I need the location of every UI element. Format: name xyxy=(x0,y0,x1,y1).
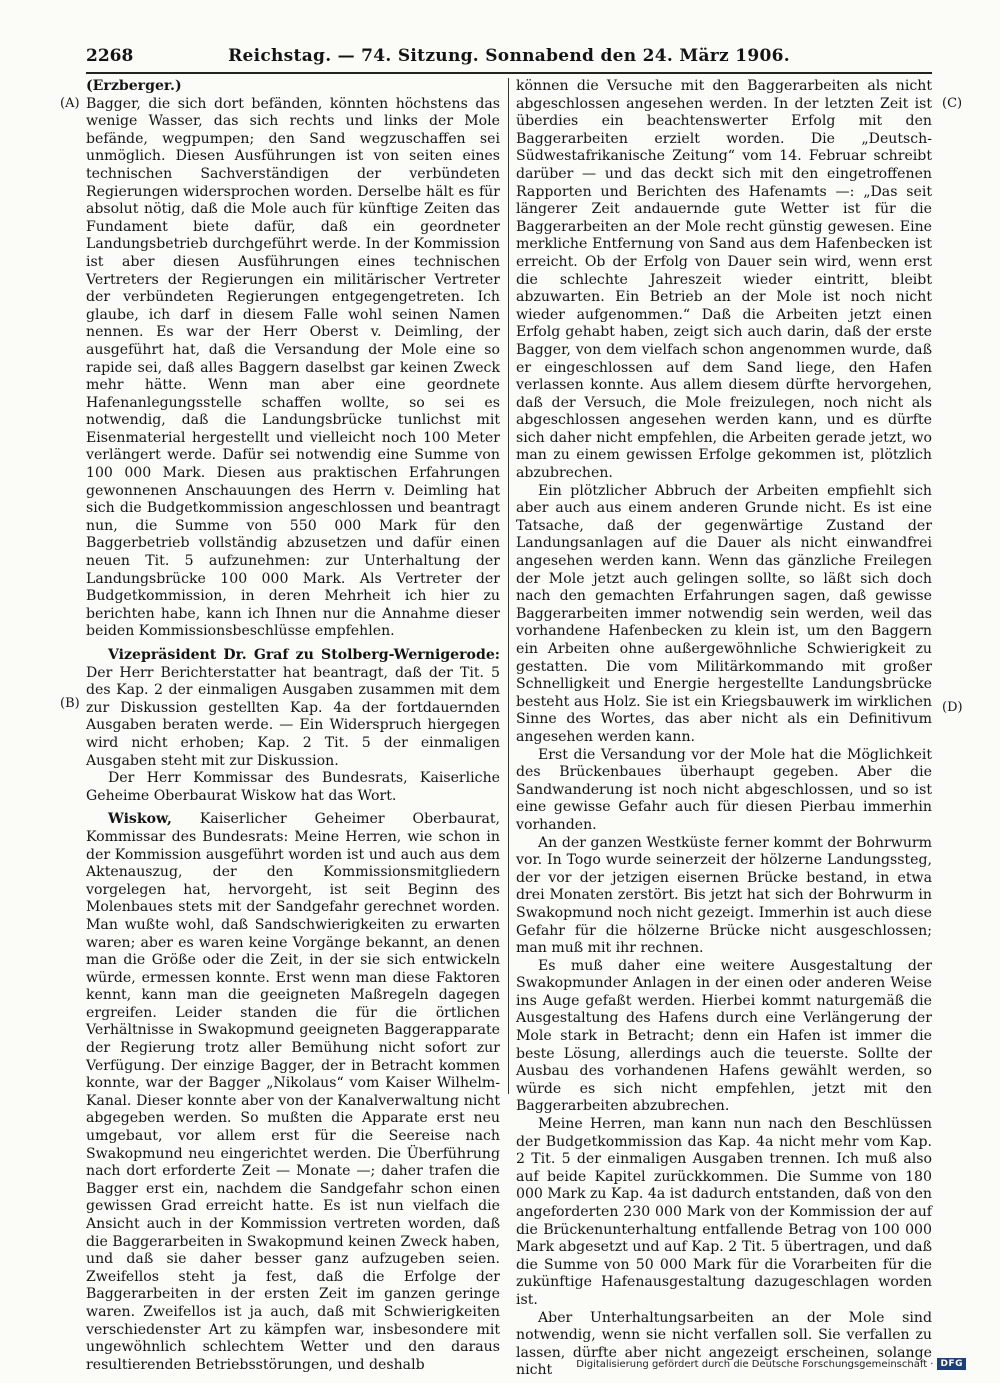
speaker-tag: (Erzberger.) xyxy=(86,78,182,94)
margin-mark-b: (B) xyxy=(60,696,80,711)
speaker-name: Wiskow, xyxy=(108,811,172,828)
paragraph: Es muß daher eine weitere Ausgestaltung der Swakopmunder Anlagen in der einen oder anderen Weise ins Auge gefaßt werden. Hierbei kommt naturgemäß die Ausgestaltung des Hafens durch eine Verlängerung der Mole stark in Betracht; denn ein Hafen ist immer die beste Lösung, allerdings auch die teuerste. Sollte der Ausbau des vorhandenen Hafens gewählt werden, so würde es sich nicht empfehlen, jetzt mit den Baggerarbeiten abzubrechen. xyxy=(516,957,932,1115)
running-title: Reichstag. — 74. Sitzung. Sonnabend den 24. März 1906. xyxy=(228,46,790,66)
dfg-logo: DFG xyxy=(937,1358,966,1370)
footer xyxy=(576,1358,966,1370)
page-header xyxy=(86,46,932,74)
paragraph: Der Herr Kommissar des Bundesrats, Kaiserliche Geheime Oberbaurat Wiskow hat das Wort. xyxy=(86,770,500,804)
paragraph: Ein plötzlicher Abbruch der Arbeiten empfiehlt sich aber auch aus einem anderen Grunde nicht. Es ist eine Tatsache, daß der gegenwärtige Zustand der Landungsanlagen auf die Dauer als nicht einwandfrei angesehen werden kann. Wenn das gänzliche Freilegen der Mole jetzt auch gelingen sollte, so läßt sich doch nach den gemachten Erfahrungen sagen, daß gewisse Baggerarbeiten immer notwendig sein werden, weil das vorhandene Hafenbecken zu klein ist, um den Baggern ein Arbeiten ohne außergewöhnliche Schwierigkeit zu gestatten. Die vom Militärkommando mit großer Schnelligkeit und Energie hergestellte Landungsbrücke besteht aus Holz. Sie ist ein Kriegsbauwerk im wirklichen Sinne des Wortes, das aber nicht als ein Definitivum angesehen werden kann. xyxy=(516,482,932,745)
page-number: 2268 xyxy=(86,46,134,66)
paragraph: Bagger, die sich dort befänden, könnten höchstens das wenige Wasser, das sich rechts und links der Mole befände, wegpumpen; den Sand wegzuschaffen sei unmöglich. Diesen Ausführungen ist von seiten eines technischen Sachverständigen der verbündeten Regierungen widersprochen worden. Derselbe hält es für absolut nötig, daß die Mole auch für künftige Zeiten das Fundament biete dafür, daß ein geordneter Landungsbetrieb durchgeführt werde. In der Kommission ist aber diesen Ausführungen eines technischen Vertreters der Regierungen ein militärischer Vertreter der verbündeten Regierungen entgegengetreten. Ich glaube, ich darf in diesem Falle wohl seinen Namen nennen. Es war der Herr Oberst v. Deimling, der ausgeführt hat, daß die Versandung der Mole eine so rapide sei, daß alles Baggern daselbst gar keinen Zweck mehr hätte. Wenn man aber eine geordnete Hafenanlegungsstelle schaffen wollte, so sei es notwendig, daß die Landungsbrücke tunlichst mit Eisenmaterial hergestellt und vielleicht noch 100 Meter verlängert werde. Dafür sei notwendig eine Summe von 100 000 Mark. Diesen aus praktischen Erfahrungen gewonnenen Anschauungen des Herrn v. Deimling hat sich die Budgetkommission angeschlossen und beantragt nun, die Summe von 550 000 Mark für den Baggerbetrieb vollständig abzusetzen und dafür einen neuen Tit. 5 aufzunehmen: zur Unterhaltung der Landungsbrücke 100 000 Mark. Als Vertreter der Budgetkommission, in deren Mehrheit ich hier zu berichten habe, kann ich Ihnen nur die Annahme dieser beiden Kommissionsbeschlüsse empfehlen. xyxy=(86,95,500,640)
paragraph: können die Versuche mit den Baggerarbeiten als nicht abgeschlossen angesehen werden. In der letzten Zeit ist überdies ein beachtenswerter Erfolg mit den Baggerarbeiten erzielt worden. Die „Deutsch-Südwestafrikanische Zeitung“ vom 14. Februar schreibt darüber — und das deckt sich mit den eingetroffenen Rapporten und Berichten des Hafenamts —: „Das seit längerer Zeit andauernde gute Wetter ist für die Baggerarbeiten an der Mole recht günstig gewesen. Eine merkliche Entfernung von Sand aus dem Hafenbecken ist erreicht. Ob der Erfolg von Dauer sein wird, wenn erst die schlechte Jahreszeit wieder eintritt, bleibt abzuwarten. Ein Betrieb an der Mole ist noch nicht wieder aufgenommen.“ Daß die Arbeiten jetzt einen Erfolg gehabt haben, zeigt sich auch darin, daß der erste Bagger, von dem vielfach schon angenommen wurde, daß er eingeschlossen auf dem Sand liege, den Hafen verlassen konnte. Aus allem diesem dürfte hervorgehen, daß der Versuch, die Mole freizulegen, noch nicht als abgeschlossen angesehen werden kann, und es dürfte sich daher nicht empfehlen, die Arbeiten gerade jetzt, wo man zu einem gewissen Erfolge gekommen ist, plötzlich abzubrechen. xyxy=(516,78,932,482)
margin-mark-d: (D) xyxy=(942,700,963,715)
paragraph-text: Kaiserlicher Geheimer Oberbaurat, Kommissar des Bundesrats: Meine Herren, wie schon in der Kommission ausgeführt worden ist und auch aus dem Aktenauszug, der den Kommissionsmitgliedern vorgelegen hat, hervorgeht, ist seit Beginn des Molenbaues stets mit der Sandgefahr gerechnet worden. Man wußte wohl, daß Sandschwierigkeiten zu erwarten waren; aber es waren keine Vorgänge bekannt, an denen man die Größe oder die Zeit, in der sie sich entwickeln würde, ermessen konnte. Erst wenn man diese Faktoren kennt, kann man die geeigneten Maßregeln dagegen ergreifen. Leider standen die für die örtlichen Verhältnisse in Swakopmund geeigneten Baggerapparate der Regierung trotz aller Bemühung nicht sofort zur Verfügung. Der einzige Bagger, der in Betracht kommen konnte, war der Bagger „Nikolaus“ vom Kaiser Wilhelm-Kanal. Dieser konnte aber von der Kanalverwaltung nicht abgegeben werden. So mußten die Apparate erst neu umgebaut, vor allem erst für die Seereise nach Swakopmund neu eingerichtet werden. Die Überführung nach dort erforderte Zeit — Monate —; daher trafen die Bagger erst ein, nachdem die Sandgefahr schon einen gewissen Grad erreicht hatte. Es ist nun vielfach die Ansicht auch in der Kommission vertreten worden, daß die Baggerarbeiten in Swakopmund keinen Zweck haben, und daß sie daher besser ganz aufzugeben seien. Zweifellos steht ja fest, daß die Erfolge der Baggerarbeiten in der ersten Zeit im ganzen geringe waren. Zweifellos ist ja auch, daß mit Schwierigkeiten verschiedenster Art zu kämpfen war, insbesondere mit ungewöhnlich schlechtem Wetter und den daraus resultierenden Betriebsstörungen, und deshalb xyxy=(86,811,500,1373)
paragraph xyxy=(86,647,500,770)
margin-mark-a: (A) xyxy=(60,96,80,111)
right-column xyxy=(516,78,932,1380)
speaker-name: Vizepräsident Dr. Graf zu Stolberg-Wernigerode: xyxy=(108,647,500,663)
left-column xyxy=(86,78,500,1374)
paragraph-text: Der Herr Berichterstatter hat beantragt, daß der Tit. 5 des Kap. 2 der einmaligen Ausgaben zusammen mit dem zur Diskussion gestellten Kap. 4a der fortdauernden Ausgaben beraten werde. — Ein Widerspruch hiergegen wird nicht erhoben; Kap. 2 Tit. 5 der einmaligen Ausgaben steht mit zur Diskussion. xyxy=(86,664,500,769)
column-divider xyxy=(508,78,509,1094)
paragraph: Meine Herren, man kann nun nach den Beschlüssen der Budgetkommission das Kap. 4a nicht mehr vom Kap. 2 Tit. 5 der einmaligen Ausgaben trennen. Ich muß also auf beide Kapitel zurückkommen. Die Summe von 180 000 Mark zu Kap. 4a ist dadurch entstanden, daß von den angeforderten 230 000 Mark von der Kommission der auf die Brückenunterhaltung entfallende Betrag von 100 000 Mark abgesetzt und auf Kap. 2 Tit. 5 übertragen, und daß die Summe von 50 000 Mark für die Vorarbeiten für die zukünftige Hafenausgestaltung dazugeschlagen worden ist. xyxy=(516,1116,932,1308)
margin-mark-c: (C) xyxy=(942,96,963,111)
paragraph: An der ganzen Westküste ferner kommt der Bohrwurm vor. In Togo wurde seinerzeit der hölzerne Landungssteg, der vor der jetzigen eisernen Brücke bestand, in etwa drei Monaten zerstört. Bis jetzt hat sich der Bohrwurm in Swakopmund noch nicht gezeigt. Immerhin ist auch diese Gefahr für die hölzerne Brücke nicht ausgeschlossen; man muß mit ihr rechnen. xyxy=(516,834,932,957)
paragraph xyxy=(86,811,500,1374)
paragraph: Erst die Versandung vor der Mole hat die Möglichkeit des Brückenbaues überhaupt gegeben. Aber die Sandwanderung ist noch nicht abgeschlossen, und so ist eine gewisse Gefahr auch für diesen Pierbau immerhin vorhanden. xyxy=(516,746,932,833)
paragraph: Aber Unterhaltungsarbeiten an der Mole sind notwendig, wenn sie nicht verfallen soll. Sie verfallen zu lassen, dürfte aber nicht angezeigt erscheinen, solange nicht xyxy=(516,1309,932,1379)
footer-text: Digitalisierung gefördert durch die Deutsche Forschungsgemeinschaft · xyxy=(576,1358,934,1370)
